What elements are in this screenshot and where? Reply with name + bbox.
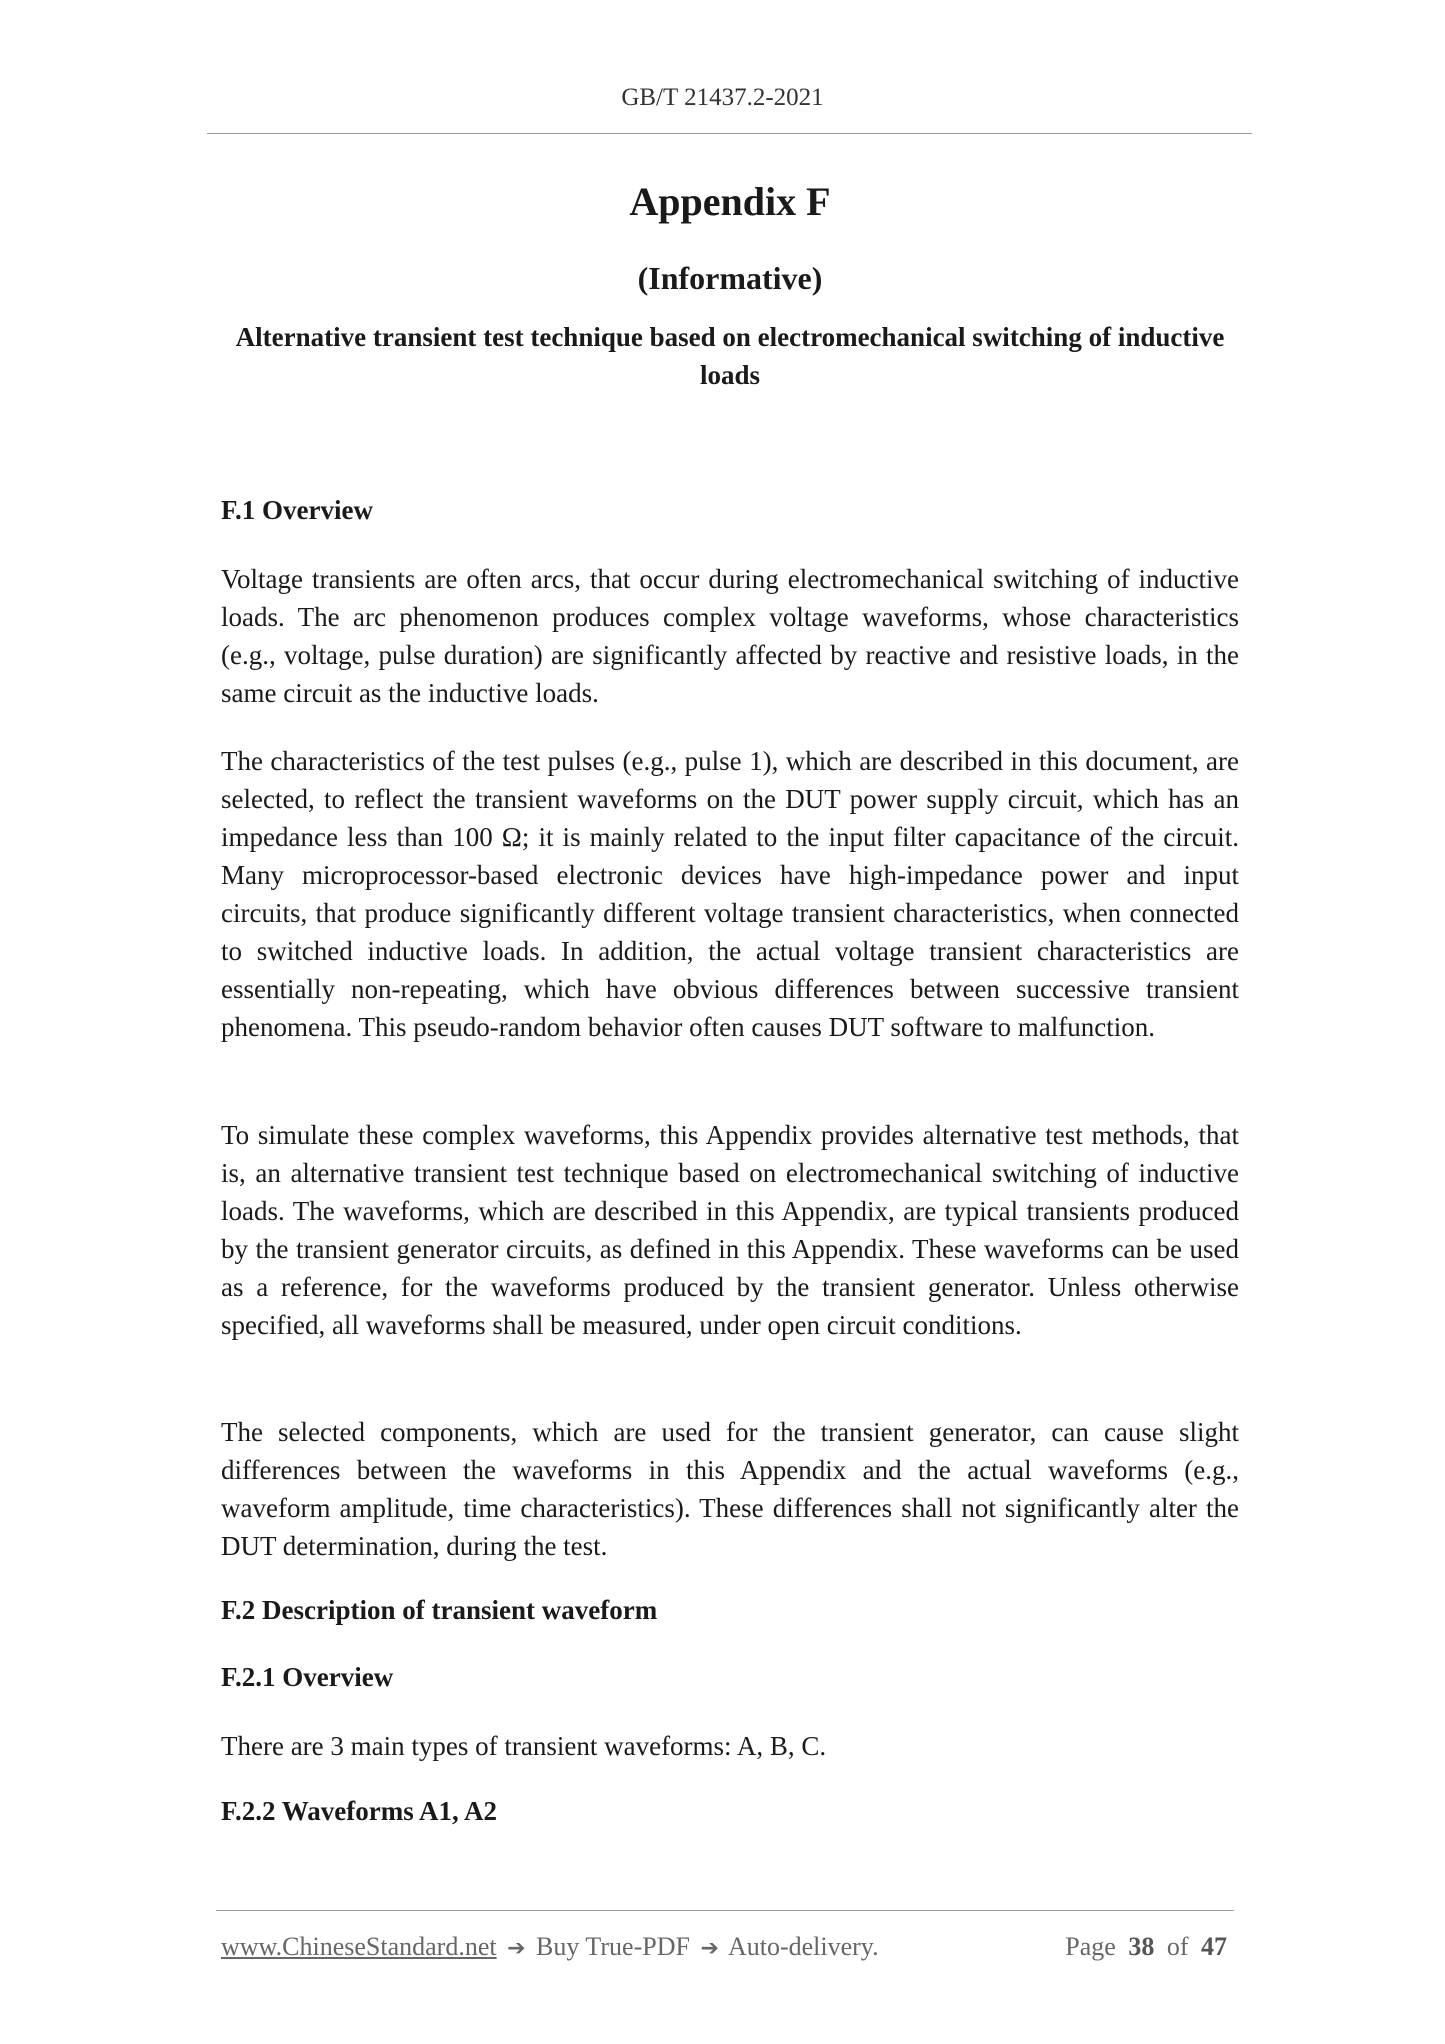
appendix-type: (Informative) — [637, 260, 823, 296]
appendix-title: Appendix F — [629, 179, 831, 224]
website-link[interactable]: www.ChineseStandard.net — [221, 1932, 497, 1961]
section-heading-f1: F.1 Overview — [221, 495, 373, 525]
page-total: 47 — [1201, 1932, 1227, 1961]
footer-divider — [216, 1910, 1234, 1911]
buy-pdf-text: Buy True-PDF — [536, 1932, 690, 1961]
section-heading-f22: F.2.2 Waveforms A1, A2 — [221, 1796, 498, 1826]
header-divider — [207, 133, 1252, 134]
arrow-right-icon: ➔ — [700, 1936, 719, 1961]
paragraph-f1-4: The selected components, which are used for the transient generator, can cause slight differences between the waveforms in this Appendix and the actual waveforms (e.g., waveform amplitude, time characteristics). These differences shall not significantly alter the DUT determination, during the test. — [221, 1417, 1239, 1561]
document-code-header: GB/T 21437.2-2021 — [621, 84, 824, 111]
paragraph-f1-3: To simulate these complex waveforms, this Appendix provides alternative test methods, that is, an alternative transient test technique based on electromechanical switching of inductive loads. The waveforms, which are described in this Appendix, are typical transients produced by the transient generator circuits, as defined in this Appendix. These waveforms can be used as a reference, for the waveforms produced by the transient generator. Unless otherwise specified, all waveforms shall be measured, under open circuit conditions. — [221, 1120, 1239, 1340]
page-number: 38 — [1128, 1932, 1155, 1961]
paragraph-f1-1: Voltage transients are often arcs, that occur during electromechanical switching of inductive loads. The arc phenomenon produces complex voltage waveforms, whose characteristics (e.g., voltage, pulse duration) are significantly affected by reactive and resistive loads, in the same circuit as the inductive loads. — [221, 564, 1239, 708]
of-label: of — [1166, 1932, 1189, 1961]
appendix-subtitle: Alternative transient test technique based on electromechanical switching of inductive loads — [235, 322, 1225, 390]
paragraph-f1-2: The characteristics of the test pulses (e.g., pulse 1), which are described in this document, are selected, to reflect the transient waveforms on the DUT power supply circuit, which has an impedance less than 100 Ω; it is mainly related to the input filter capacitance of the circuit. Many microprocessor-based electronic devices have high-impedance power and input circuits, that produce significantly different voltage transient characteristics, when connected to switched inductive loads. In addition, the actual voltage transient characteristics are essentially non-repeating, which have obvious differences between successive transient phenomena. This pseudo-random behavior often causes DUT software to malfunction. — [221, 746, 1239, 1042]
section-heading-f2: F.2 Description of transient waveform — [221, 1595, 658, 1625]
section-heading-f21: F.2.1 Overview — [221, 1662, 394, 1692]
page-label: Page — [1065, 1932, 1116, 1961]
arrow-right-icon: ➔ — [507, 1936, 526, 1961]
paragraph-f21-1: There are 3 main types of transient waveforms: A, B, C. — [221, 1731, 827, 1761]
footer-promo — [221, 1932, 879, 1962]
page-indicator — [1065, 1932, 1233, 1962]
delivery-text: Auto-delivery. — [727, 1932, 879, 1961]
